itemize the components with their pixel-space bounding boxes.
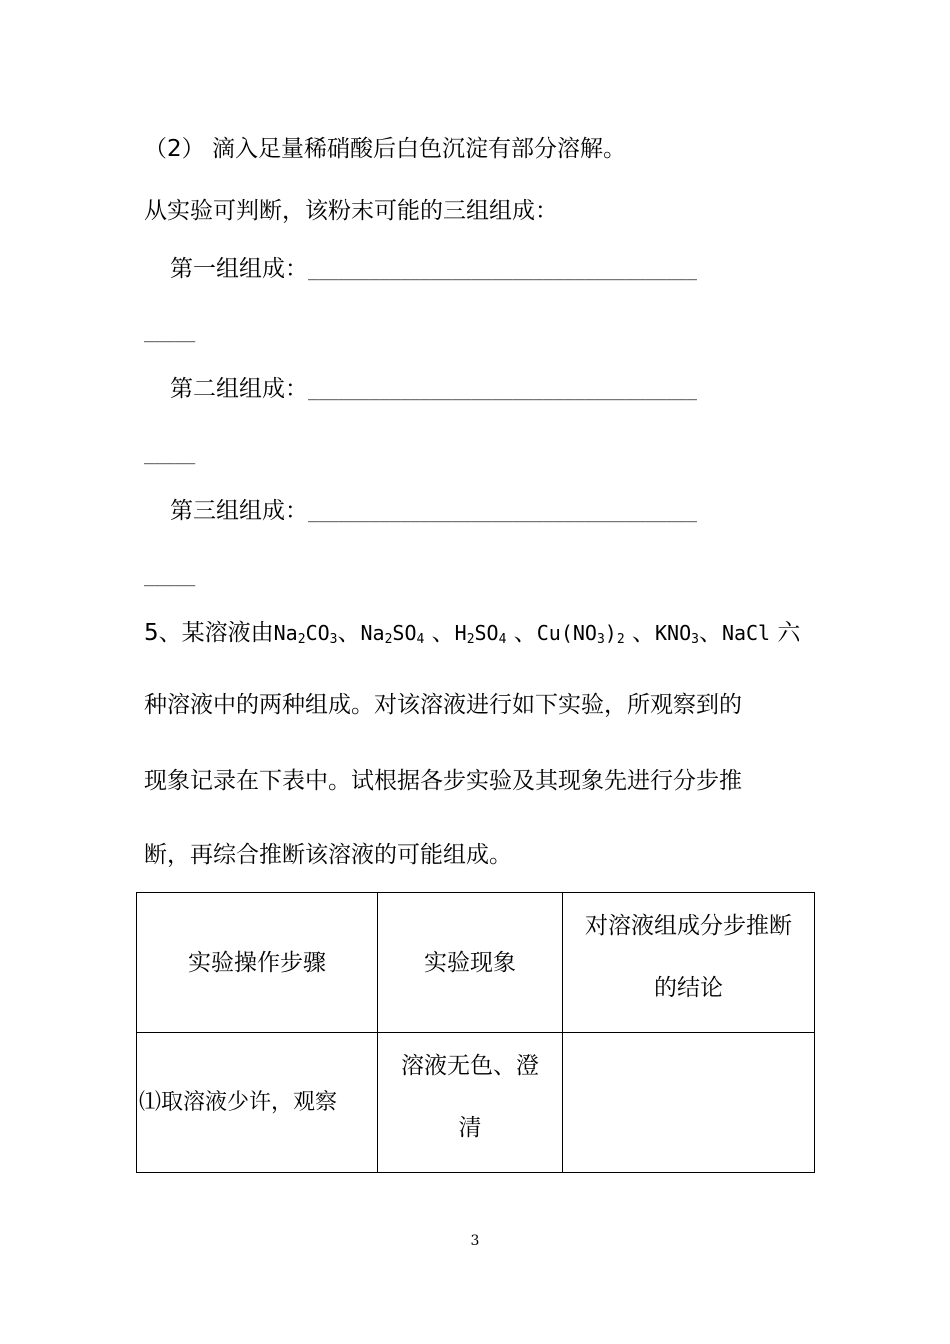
separator: 、 [424, 620, 455, 646]
group2-row [170, 374, 697, 406]
header-conclusion [563, 893, 815, 1033]
chem-cuno32: $Cu(NO_3)_2$ [536, 621, 625, 647]
separator: 、 [506, 620, 537, 646]
group2-blank-tail: _____ [144, 445, 196, 465]
header-phenomenon: 实验现象 [378, 893, 563, 1033]
chem-nacl: NaCl [721, 621, 771, 645]
group1-row [170, 254, 697, 286]
separator: 、 [337, 620, 361, 646]
table-row [137, 1033, 815, 1173]
group2-label: 第二组组成： [170, 376, 308, 402]
group3-blank-tail: _____ [144, 567, 196, 587]
group2-blank: ______________________________________ [308, 381, 697, 401]
row1-conclusion[interactable] [563, 1033, 815, 1173]
group3-blank: ______________________________________ [308, 503, 697, 523]
question5-line-4: 断，再综合推断该溶液的可能组成。 [144, 842, 512, 868]
chem-na2so4: $Na_2SO_4$ [360, 621, 425, 647]
separator: 、 [698, 620, 722, 646]
chem-na2co3: $Na_2CO_3$ [273, 621, 338, 647]
table-header-row [137, 893, 815, 1033]
group3-label: 第三组组成： [170, 498, 308, 524]
q5-suffix: 六 [770, 620, 801, 646]
q5-prefix: 5、某溶液由 [144, 620, 274, 646]
group1-blank: ______________________________________ [308, 261, 697, 281]
header-step: 实验操作步骤 [137, 893, 378, 1033]
chem-kno3: $KNO_3$ [654, 621, 699, 647]
header-conclusion-line1: 对溶液组成分步推断 [585, 912, 792, 939]
page-number: 3 [470, 1233, 480, 1249]
group3-row [170, 496, 697, 528]
row1-step: ⑴取溶液少许，观察 [137, 1033, 378, 1173]
group1-label: 第一组组成： [170, 256, 308, 282]
separator: 、 [624, 620, 655, 646]
experiment-table [136, 892, 815, 1173]
chem-h2so4: $H_2SO_4$ [454, 621, 507, 647]
row1-phenomenon-line2: 清 [458, 1114, 482, 1141]
text-line-2: 从实验可判断，该粉末可能的三组组成： [144, 198, 558, 224]
group1-blank-tail: _____ [144, 323, 196, 343]
row1-phenomenon-line1: 溶液无色、澄 [401, 1052, 539, 1079]
text-line-1: （2） 滴入足量稀硝酸后白色沉淀有部分溶解。 [144, 136, 626, 162]
row1-phenomenon [378, 1033, 563, 1173]
question5-line-3: 现象记录在下表中。试根据各步实验及其现象先进行分步推 [144, 768, 742, 794]
header-conclusion-line2: 的结论 [654, 974, 723, 1001]
question5-line-2: 种溶液中的两种组成。对该溶液进行如下实验，所观察到的 [144, 692, 742, 718]
question5-line-1 [144, 618, 800, 648]
